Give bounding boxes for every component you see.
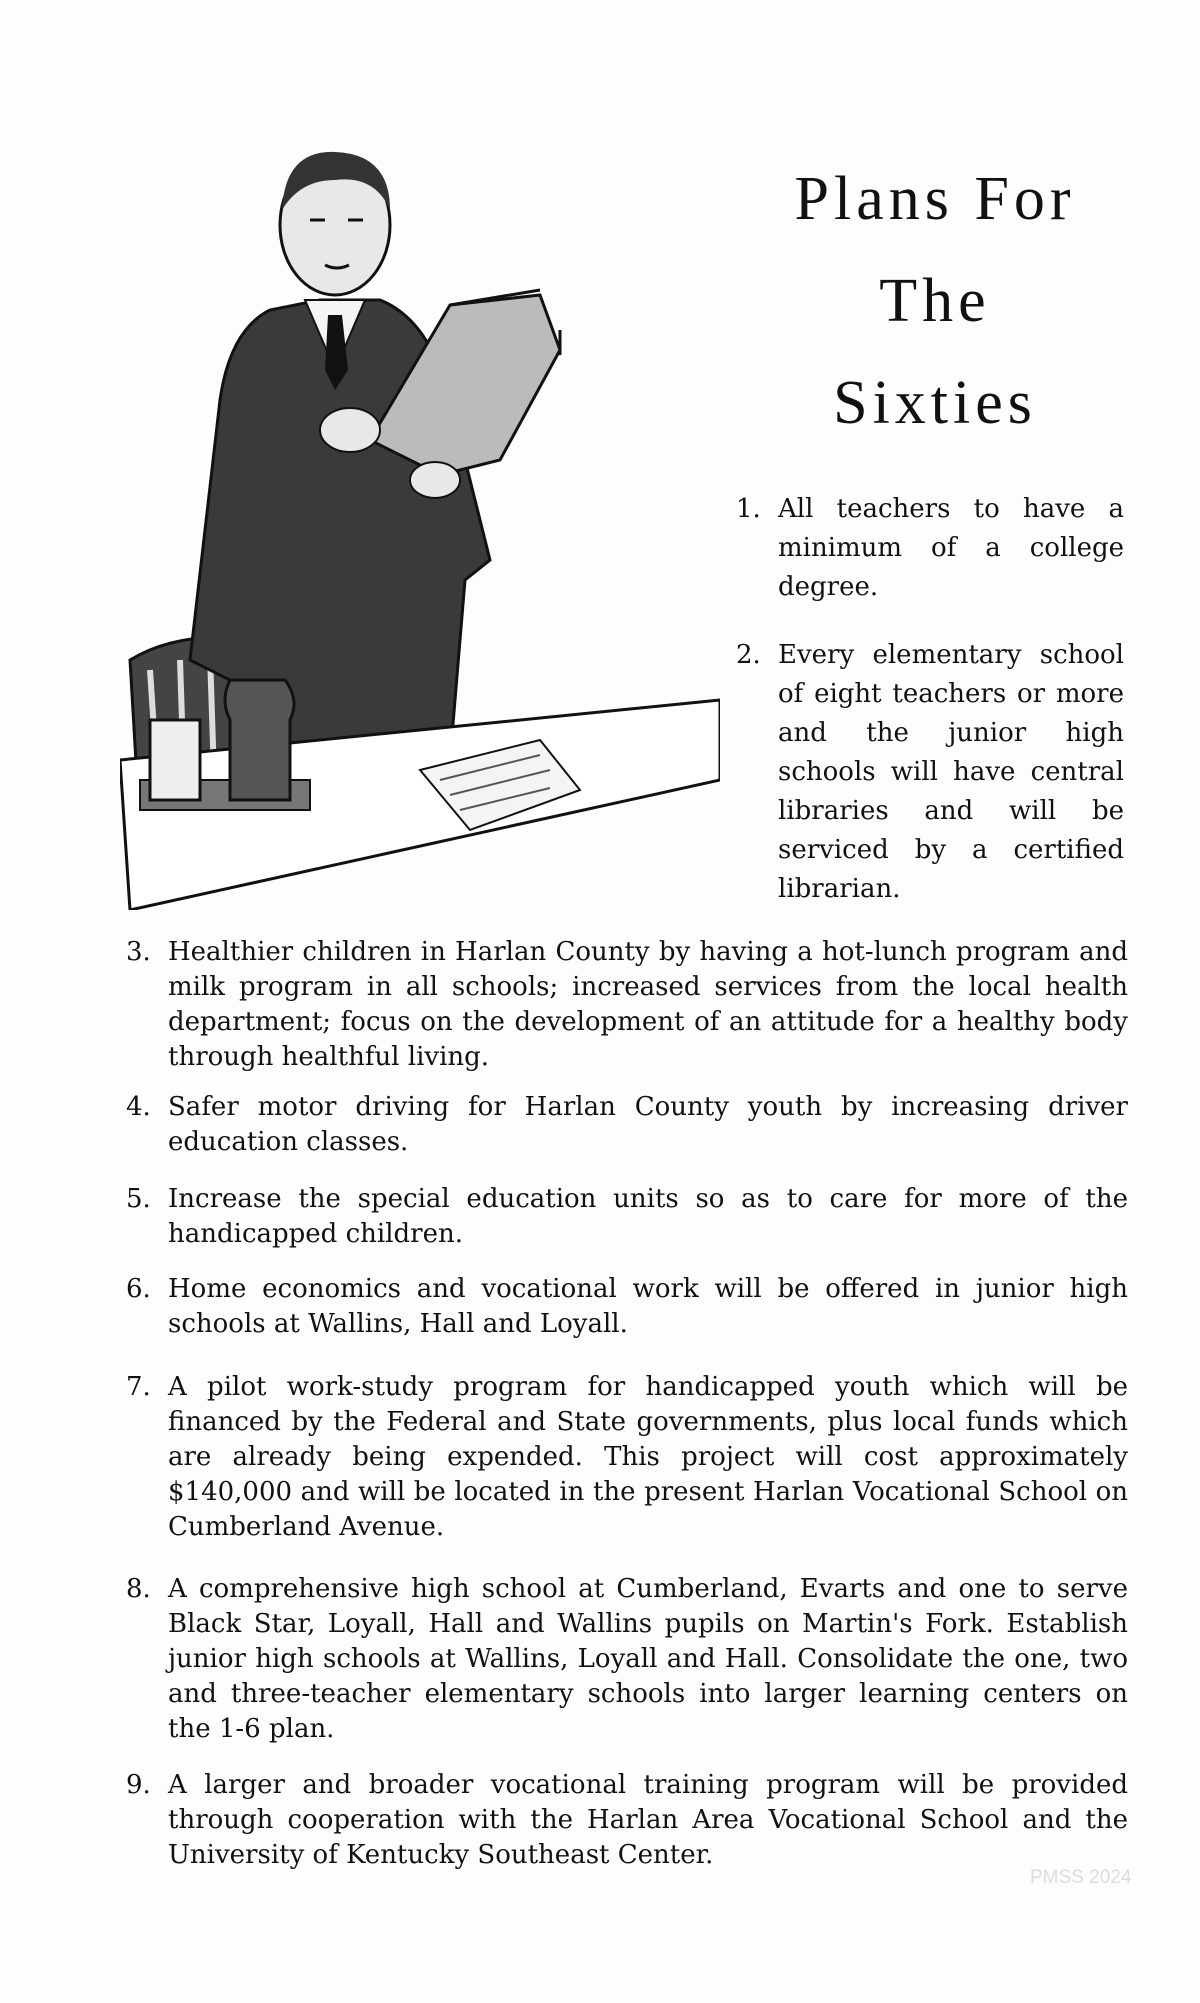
item-text: A comprehensive high school at Cumberland, Evarts and one to serve Black Star, Loyall, Hall and Wallins pupils on Martin's Fork. Establish junior high schools at Wallins, Loyall and Hall. Consolidate the one, two and three-teacher elementary schools into larger learning centers on the 1-6 plan. xyxy=(168,1574,1128,1744)
item-number: 7. xyxy=(126,1372,151,1402)
list-item xyxy=(126,1182,1128,1252)
watermark: PMSS 2024 xyxy=(1030,1867,1132,1888)
title-line-2: The xyxy=(879,267,991,335)
list-item xyxy=(126,1272,1128,1342)
item-text: Every elementary school of eight teachers or more and the junior high schools will have central libraries and will be serviced by a certified librarian. xyxy=(778,640,1124,904)
list-item xyxy=(126,1572,1128,1747)
item-number: 2. xyxy=(736,640,761,670)
list-item xyxy=(126,1370,1128,1545)
item-text: Increase the special education units so as to care for more of the handicapped children. xyxy=(168,1184,1128,1249)
item-number: 3. xyxy=(126,937,151,967)
item-number: 8. xyxy=(126,1574,151,1604)
list-item xyxy=(126,935,1128,1075)
title-line-3: Sixties xyxy=(833,369,1037,437)
item-text: Home economics and vocational work will be offered in junior high schools at Wallins, Hall and Loyall. xyxy=(168,1274,1128,1339)
item-text: A pilot work-study program for handicapped youth which will be financed by the Federal and State governments, plus local funds which are already being expended. This project will cost approximately $140,000 and will be located in the present Harlan Vocational School on Cumberland Avenue. xyxy=(168,1372,1128,1542)
item-number: 4. xyxy=(126,1092,151,1122)
title-line-1: Plans For xyxy=(794,165,1076,233)
item-number: 9. xyxy=(126,1770,151,1800)
list-item xyxy=(126,1090,1128,1160)
list-item xyxy=(126,1768,1128,1873)
item-number: 1. xyxy=(736,494,761,524)
man-reading-illustration xyxy=(120,140,720,910)
item-number: 6. xyxy=(126,1274,151,1304)
item-text: All teachers to have a minimum of a college degree. xyxy=(778,494,1124,602)
item-text: Healthier children in Harlan County by having a hot-lunch program and milk program in all schools; increased services from the local health department; focus on the development of an attitude for a healthy body through healthful living. xyxy=(168,937,1128,1072)
list-item xyxy=(736,636,1124,909)
item-text: A larger and broader vocational training program will be provided through cooperation with the Harlan Area Vocational School and the University of Kentucky Southeast Center. xyxy=(168,1770,1128,1870)
item-text: Safer motor driving for Harlan County youth by increasing driver education classes. xyxy=(168,1092,1128,1157)
item-number: 5. xyxy=(126,1184,151,1214)
list-item xyxy=(736,490,1124,607)
